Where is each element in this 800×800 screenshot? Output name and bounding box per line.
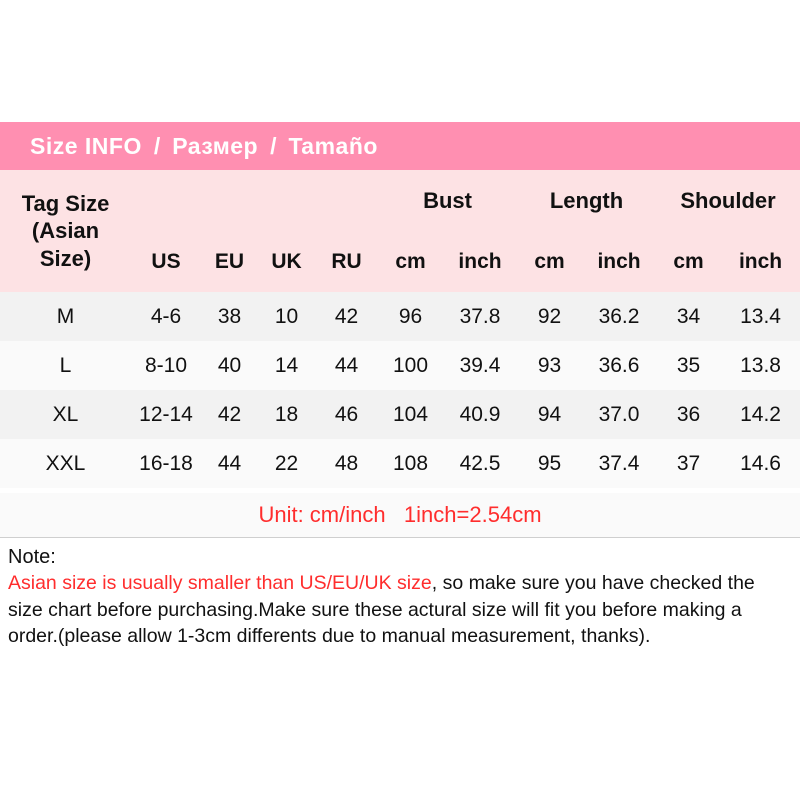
cell-shoulder-cm: 36 [656, 390, 721, 439]
cell-shoulder-inch: 14.2 [721, 390, 800, 439]
cell-uk: 14 [258, 341, 315, 390]
cell-shoulder-inch: 13.4 [721, 292, 800, 341]
table-row [0, 439, 800, 488]
cell-bust-cm: 96 [378, 292, 443, 341]
header-uk: UK [258, 231, 315, 292]
header-tag-size [0, 170, 131, 292]
size-info-title-bar [0, 122, 800, 170]
cell-bust-inch: 39.4 [443, 341, 517, 390]
cell-length-cm: 92 [517, 292, 582, 341]
cell-ru: 46 [315, 390, 378, 439]
header-ru: RU [315, 231, 378, 292]
note-body-rest: , so make sure you have checked the size chart before purchasing.Make sure these actural size will fit you before making a order.(please allow 1-3cm differents due to manual measurement, thanks). [8, 572, 755, 648]
table-row [0, 390, 800, 439]
header-length-inch: inch [582, 231, 656, 292]
cell-bust-cm: 108 [378, 439, 443, 488]
header-shoulder-cm: cm [656, 231, 721, 292]
header-region-spacer [131, 170, 378, 231]
cell-length-cm: 95 [517, 439, 582, 488]
cell-length-cm: 93 [517, 341, 582, 390]
table-header-group-row [0, 170, 800, 231]
header-bust: Bust [378, 170, 517, 231]
cell-length-inch: 36.6 [582, 341, 656, 390]
note-text [8, 570, 792, 649]
header-shoulder: Shoulder [656, 170, 800, 231]
cell-shoulder-cm: 35 [656, 341, 721, 390]
header-eu: EU [201, 231, 258, 292]
header-shoulder-inch: inch [721, 231, 800, 292]
cell-length-inch: 37.0 [582, 390, 656, 439]
cell-eu: 38 [201, 292, 258, 341]
cell-tag: XXL [0, 439, 131, 488]
table-row [0, 341, 800, 390]
header-tag-size-line2: (Asian [31, 218, 100, 244]
cell-us: 16-18 [131, 439, 201, 488]
cell-bust-cm: 104 [378, 390, 443, 439]
title-separator-2: / [270, 132, 277, 159]
cell-shoulder-inch: 14.6 [721, 439, 800, 488]
header-bust-inch: inch [443, 231, 517, 292]
cell-tag: L [0, 341, 131, 390]
cell-eu: 40 [201, 341, 258, 390]
cell-length-inch: 37.4 [582, 439, 656, 488]
header-length-cm: cm [517, 231, 582, 292]
header-bust-cm: cm [378, 231, 443, 292]
cell-length-inch: 36.2 [582, 292, 656, 341]
cell-bust-cm: 100 [378, 341, 443, 390]
cell-ru: 48 [315, 439, 378, 488]
cell-tag: M [0, 292, 131, 341]
cell-shoulder-cm: 34 [656, 292, 721, 341]
cell-bust-inch: 37.8 [443, 292, 517, 341]
header-us: US [131, 231, 201, 292]
cell-length-cm: 94 [517, 390, 582, 439]
note-label: Note: [8, 546, 56, 568]
cell-us: 4-6 [131, 292, 201, 341]
cell-shoulder-cm: 37 [656, 439, 721, 488]
cell-uk: 18 [258, 390, 315, 439]
unit-conversion-bar [0, 493, 800, 537]
cell-ru: 44 [315, 341, 378, 390]
cell-bust-inch: 40.9 [443, 390, 517, 439]
header-tag-size-line3: Size) [39, 245, 92, 271]
table-row [0, 292, 800, 341]
title-spanish: Tamaño [288, 132, 378, 159]
cell-shoulder-inch: 13.8 [721, 341, 800, 390]
cell-uk: 22 [258, 439, 315, 488]
size-chart-table [0, 170, 800, 488]
cell-tag: XL [0, 390, 131, 439]
cell-us: 8-10 [131, 341, 201, 390]
unit-conversion-text: Unit: cm/inch 1inch=2.54cm [258, 502, 542, 527]
title-russian: Размер [172, 132, 259, 159]
cell-eu: 42 [201, 390, 258, 439]
header-length: Length [517, 170, 656, 231]
title-separator-1: / [153, 132, 161, 159]
cell-eu: 44 [201, 439, 258, 488]
note-section [0, 537, 800, 677]
cell-us: 12-14 [131, 390, 201, 439]
note-warning: Asian size is usually smaller than US/EU/UK size [8, 572, 432, 595]
title-english: Size INFO [30, 132, 142, 159]
cell-uk: 10 [258, 292, 315, 341]
cell-bust-inch: 42.5 [443, 439, 517, 488]
header-tag-size-line1: Tag Size [21, 190, 110, 216]
cell-ru: 42 [315, 292, 378, 341]
